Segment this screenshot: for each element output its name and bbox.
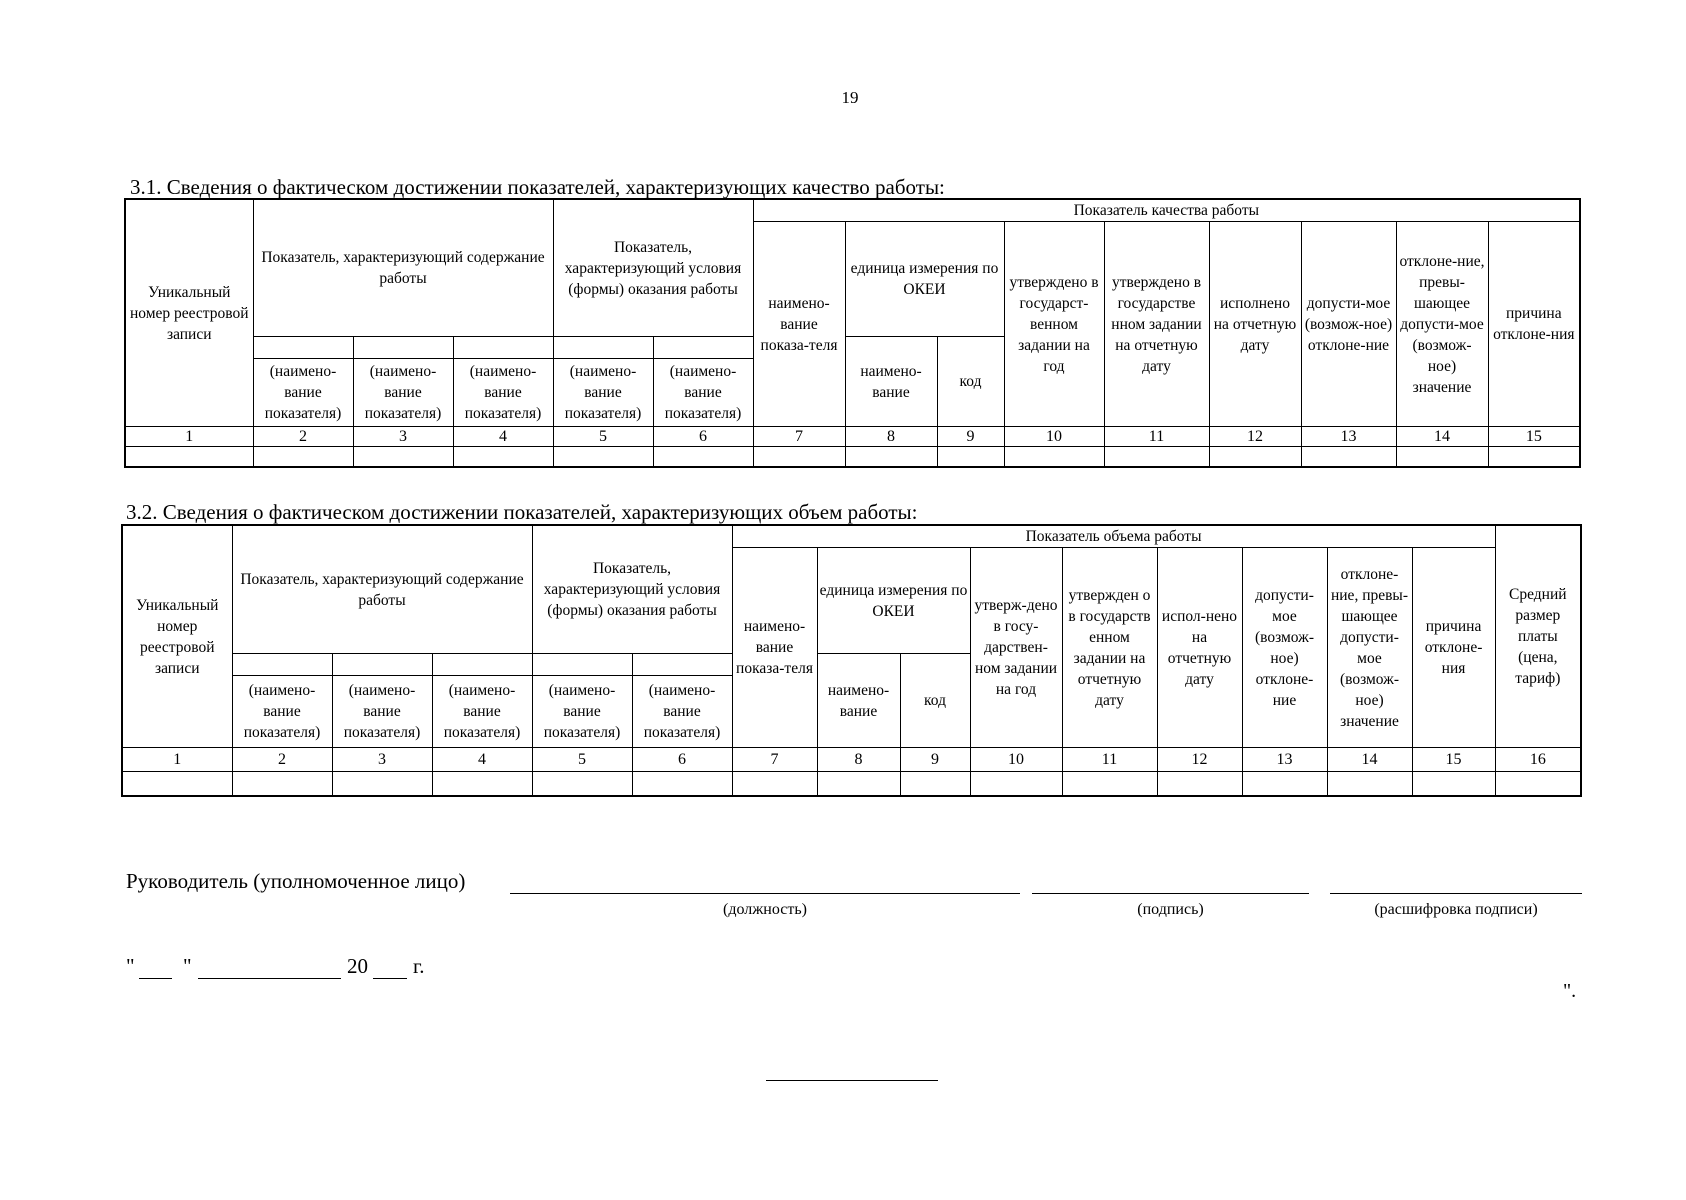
header-price: Средний размер платы (цена, тариф): [1495, 525, 1581, 748]
header-deviation: отклоне-ние, превы-шающее допусти-мое (возмож-ное) значение: [1327, 548, 1412, 748]
header-unit-name: наимено-вание: [817, 654, 900, 748]
data-cell[interactable]: [553, 447, 653, 467]
data-cell[interactable]: [432, 772, 532, 796]
column-number: 11: [1104, 427, 1209, 447]
signature-line[interactable]: [1032, 893, 1309, 894]
data-cell[interactable]: [1396, 447, 1488, 467]
header-sub-indicator: (наимено-вание показателя): [353, 359, 453, 427]
data-cell[interactable]: [1062, 772, 1157, 796]
table-row: [125, 447, 1580, 467]
column-number: 4: [432, 748, 532, 772]
column-number: 6: [632, 748, 732, 772]
header-sub-indicator: (наимено-вание показателя): [632, 676, 732, 748]
header-volume-group: Показатель объема работы: [732, 525, 1495, 548]
header-deviation: отклоне-ние, превы-шающее допусти-мое (возмож-ное) значение: [1396, 222, 1488, 427]
data-cell[interactable]: [1157, 772, 1242, 796]
header-sub-indicator: (наимено-вание показателя): [653, 359, 753, 427]
column-number: 12: [1209, 427, 1301, 447]
data-cell[interactable]: [1209, 447, 1301, 467]
header-sub-indicator: (наимено-вание показателя): [253, 359, 353, 427]
blank-cell: [653, 337, 753, 359]
header-reason: причина отклоне-ния: [1488, 222, 1580, 427]
date-close-quote: ": [183, 954, 192, 978]
column-number: 15: [1412, 748, 1495, 772]
data-cell[interactable]: [122, 772, 232, 796]
volume-table: [121, 524, 1582, 797]
column-number: 13: [1301, 427, 1396, 447]
header-executed: исполнено на отчетную дату: [1209, 222, 1301, 427]
data-cell[interactable]: [1104, 447, 1209, 467]
date-open-quote: ": [126, 954, 135, 978]
blank-cell: [532, 654, 632, 676]
data-cell[interactable]: [1495, 772, 1581, 796]
column-number: 8: [817, 748, 900, 772]
blank-cell: [332, 654, 432, 676]
data-cell[interactable]: [632, 772, 732, 796]
column-number: 2: [232, 748, 332, 772]
column-number: 9: [900, 748, 970, 772]
data-cell[interactable]: [453, 447, 553, 467]
data-cell[interactable]: [1004, 447, 1104, 467]
header-sub-indicator: (наимено-вание показателя): [432, 676, 532, 748]
column-number: 16: [1495, 748, 1581, 772]
column-number: 13: [1242, 748, 1327, 772]
date-year-prefix: 20: [347, 954, 368, 978]
header-executed: испол-нено на отчетную дату: [1157, 548, 1242, 748]
blank-cell: [632, 654, 732, 676]
date-day-line[interactable]: [139, 978, 172, 979]
blank-cell: [553, 337, 653, 359]
table-row: [122, 772, 1581, 796]
data-cell[interactable]: [1412, 772, 1495, 796]
header-sub-indicator: (наимено-вание показателя): [232, 676, 332, 748]
header-unit: единица измерения по ОКЕИ: [845, 222, 1004, 337]
column-number: 15: [1488, 427, 1580, 447]
header-unit-code: код: [937, 337, 1004, 427]
blank-cell: [232, 654, 332, 676]
data-cell[interactable]: [845, 447, 937, 467]
blank-cell: [253, 337, 353, 359]
data-cell[interactable]: [232, 772, 332, 796]
header-unit-code: код: [900, 654, 970, 748]
header-conditions: Показатель, характеризующий условия (формы) оказания работы: [532, 525, 732, 654]
data-cell[interactable]: [1327, 772, 1412, 796]
section-title-quality: 3.1. Сведения о фактическом достижении показателей, характеризующих качество работы:: [130, 175, 945, 199]
column-number: 11: [1062, 748, 1157, 772]
header-allowed: допусти-мое (возмож-ное) отклоне-ние: [1242, 548, 1327, 748]
data-cell[interactable]: [817, 772, 900, 796]
header-content: Показатель, характеризующий содержание работы: [253, 199, 553, 337]
section-title-volume: 3.2. Сведения о фактическом достижении показателей, характеризующих объем работы:: [126, 500, 918, 524]
column-number: 5: [553, 427, 653, 447]
data-cell[interactable]: [253, 447, 353, 467]
column-number: 6: [653, 427, 753, 447]
header-sub-indicator: (наимено-вание показателя): [332, 676, 432, 748]
decode-line[interactable]: [1330, 893, 1582, 894]
column-number: 10: [970, 748, 1062, 772]
header-sub-indicator: (наимено-вание показателя): [553, 359, 653, 427]
closing-mark: ".: [1563, 980, 1577, 1002]
header-approved-date: утвержден о в государств енном задании на отчетную дату: [1062, 548, 1157, 748]
header-approved-date: утверждено в государстве нном задании на отчетную дату: [1104, 222, 1209, 427]
position-line[interactable]: [510, 893, 1020, 894]
blank-cell: [353, 337, 453, 359]
page-number: 19: [841, 88, 859, 107]
header-registry: Уникальный номер реестровой записи: [122, 525, 232, 748]
header-content: Показатель, характеризующий содержание работы: [232, 525, 532, 654]
data-cell[interactable]: [1242, 772, 1327, 796]
header-allowed: допусти-мое (возмож-ное) отклоне-ние: [1301, 222, 1396, 427]
position-caption: (должность): [723, 901, 807, 918]
footer-rule: [766, 1080, 938, 1081]
header-approved-year: утверждено в государст-венном задании на год: [1004, 222, 1104, 427]
column-number: 12: [1157, 748, 1242, 772]
column-number: 8: [845, 427, 937, 447]
column-number: 14: [1396, 427, 1488, 447]
data-cell[interactable]: [970, 772, 1062, 796]
data-cell[interactable]: [353, 447, 453, 467]
column-number: 1: [122, 748, 232, 772]
header-name: наимено-вание показа-теля: [732, 548, 817, 748]
data-cell[interactable]: [732, 772, 817, 796]
column-number: 7: [753, 427, 845, 447]
column-number: 3: [353, 427, 453, 447]
data-cell[interactable]: [125, 447, 253, 467]
column-number: 2: [253, 427, 353, 447]
column-number: 7: [732, 748, 817, 772]
data-cell[interactable]: [937, 447, 1004, 467]
header-quality-group: Показатель качества работы: [753, 199, 1580, 222]
date-year-suffix: г.: [413, 954, 425, 978]
column-number: 10: [1004, 427, 1104, 447]
data-cell[interactable]: [332, 772, 432, 796]
header-unit-name: наимено-вание: [845, 337, 937, 427]
header-unit: единица измерения по ОКЕИ: [817, 548, 970, 654]
column-number: 14: [1327, 748, 1412, 772]
signature-label: Руководитель (уполномоченное лицо): [126, 869, 466, 893]
signature-caption: (подпись): [1137, 901, 1204, 918]
quality-table: [124, 198, 1581, 468]
data-cell[interactable]: [532, 772, 632, 796]
data-cell[interactable]: [653, 447, 753, 467]
column-number: 4: [453, 427, 553, 447]
header-name: наимено-вание показа-теля: [753, 222, 845, 427]
decode-caption: (расшифровка подписи): [1374, 901, 1538, 918]
header-conditions: Показатель, характеризующий условия (формы) оказания работы: [553, 199, 753, 337]
data-cell[interactable]: [753, 447, 845, 467]
header-sub-indicator: (наимено-вание показателя): [453, 359, 553, 427]
column-number: 1: [125, 427, 253, 447]
blank-cell: [453, 337, 553, 359]
column-number: 9: [937, 427, 1004, 447]
blank-cell: [432, 654, 532, 676]
header-sub-indicator: (наимено-вание показателя): [532, 676, 632, 748]
header-approved-year: утверж-дено в госу-дарствен-ном задании на год: [970, 548, 1062, 748]
header-registry: Уникальный номер реестровой записи: [125, 199, 253, 427]
column-number: 5: [532, 748, 632, 772]
date-month-line[interactable]: [198, 978, 341, 979]
data-cell[interactable]: [1301, 447, 1396, 467]
date-year-line[interactable]: [373, 978, 407, 979]
header-reason: причина отклоне-ния: [1412, 548, 1495, 748]
data-cell[interactable]: [900, 772, 970, 796]
data-cell[interactable]: [1488, 447, 1580, 467]
column-number: 3: [332, 748, 432, 772]
